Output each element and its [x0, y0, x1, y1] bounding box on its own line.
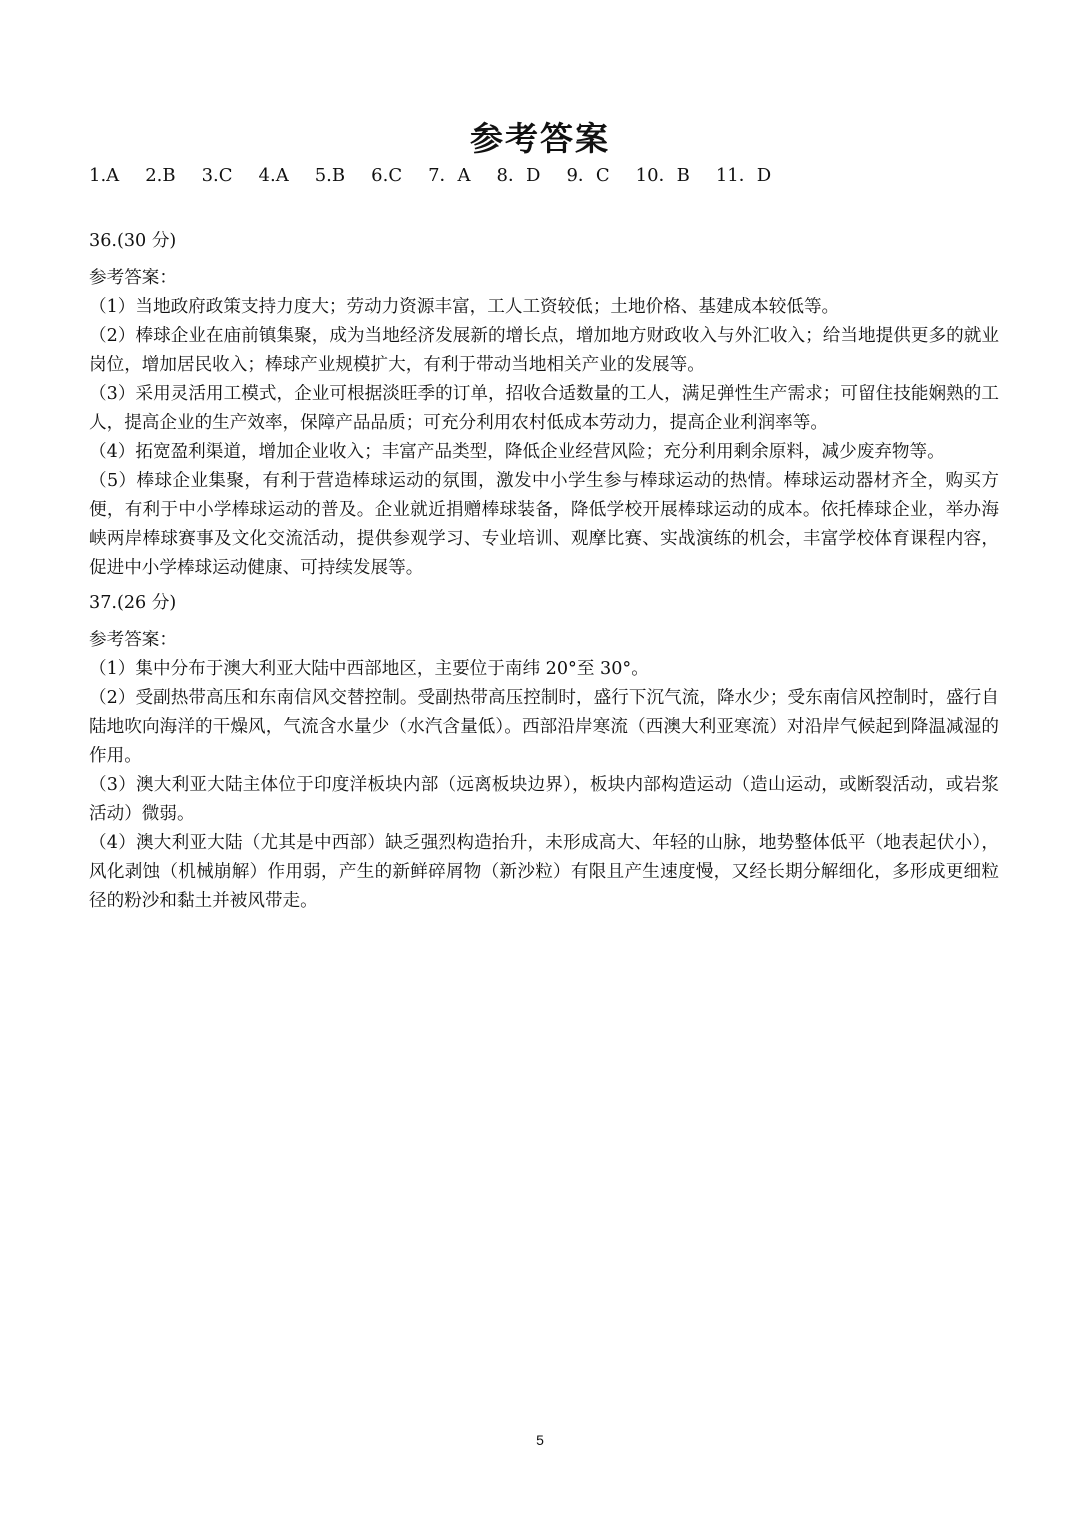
- mc-answer: 11．D: [715, 165, 772, 186]
- question-37-heading: 37.(26 分): [89, 593, 177, 613]
- mc-answer: 1.A: [89, 165, 120, 186]
- question-37-item-4: （4）澳大利亚大陆（尤其是中西部）缺乏强烈构造抬升，未形成高大、年轻的山脉，地势整体低平（地表起伏小），风化剥蚀（机械崩解）作用弱，产生的新鲜碎屑物（新沙粒）有限且产生速度慢，又经长期分解细化，多形成更细粒径的粉沙和黏土并被风带走。: [89, 833, 999, 911]
- question-36-item-2: （2）棒球企业在庙前镇集聚，成为当地经济发展新的增长点，增加地方财政收入与外汇收入；给当地提供更多的就业岗位，增加居民收入；棒球产业规模扩大，有利于带动当地相关产业的发展等。: [89, 326, 999, 375]
- mc-answer: 9．C: [566, 165, 610, 186]
- mc-answer: 2.B: [145, 165, 176, 186]
- question-36-item-5: （5）棒球企业集聚，有利于营造棒球运动的氛围，激发中小学生参与棒球运动的热情。棒球运动器材齐全，购买方便，有利于中小学棒球运动的普及。企业就近捐赠棒球装备，降低学校开展棒球运动的成本。依托棒球企业，举办海峡两岸棒球赛事及文化交流活动，提供参观学习、专业培训、观摩比赛、实战演练的机会，丰富学校体育课程内容，促进中小学棒球运动健康、可持续发展等。: [89, 471, 999, 578]
- question-36-heading: 36.(30 分): [89, 231, 177, 251]
- mc-answer: 5.B: [314, 165, 346, 186]
- page-title: 参考答案: [470, 119, 610, 158]
- question-37-item-3: （3）澳大利亚大陆主体位于印度洋板块内部（远离板块边界），板块内部构造运动（造山运动，或断裂活动，或岩浆活动）微弱。: [89, 775, 999, 824]
- question-36-item-1: （1）当地政府政策支持力度大；劳动力资源丰富，工人工资较低；土地价格、基建成本较低等。: [89, 297, 840, 317]
- question-37-item-2: （2）受副热带高压和东南信风交替控制。受副热带高压控制时，盛行下沉气流，降水少；受东南信风控制时，盛行自陆地吹向海洋的干燥风，气流含水量少（水汽含量低）。西部沿岸寒流（西澳大利亚寒流）对沿岸气候起到降温减湿的作用。: [89, 688, 999, 766]
- multiple-choice-answers: [89, 163, 797, 189]
- answer-content: [89, 227, 999, 916]
- question-36-item-4: （4）拓宽盈利渠道，增加企业收入；丰富产品类型，降低企业经营风险；充分利用剩余原料，减少废弃物等。: [89, 442, 945, 462]
- mc-answer: 10．B: [635, 165, 690, 186]
- page-number: 5: [536, 1432, 544, 1448]
- mc-answer: 8．D: [496, 165, 541, 186]
- question-36-section: [89, 227, 999, 583]
- question-37-section: [89, 589, 999, 916]
- question-37-item-1: （1）集中分布于澳大利亚大陆中西部地区，主要位于南纬 20°至 30°。: [89, 659, 649, 679]
- mc-answer: 4.A: [258, 165, 289, 186]
- question-36-answer-label: 参考答案：: [89, 268, 177, 288]
- question-37-answer-label: 参考答案：: [89, 630, 177, 650]
- mc-answer: 3.C: [201, 165, 233, 186]
- question-36-item-3: （3）采用灵活用工模式，企业可根据淡旺季的订单，招收合适数量的工人，满足弹性生产需求；可留住技能娴熟的工人，提高企业的生产效率，保障产品品质；可充分利用农村低成本劳动力，提高企业利润率等。: [89, 384, 999, 433]
- mc-answer: 7．A: [428, 165, 471, 186]
- mc-answer: 6.C: [371, 165, 403, 186]
